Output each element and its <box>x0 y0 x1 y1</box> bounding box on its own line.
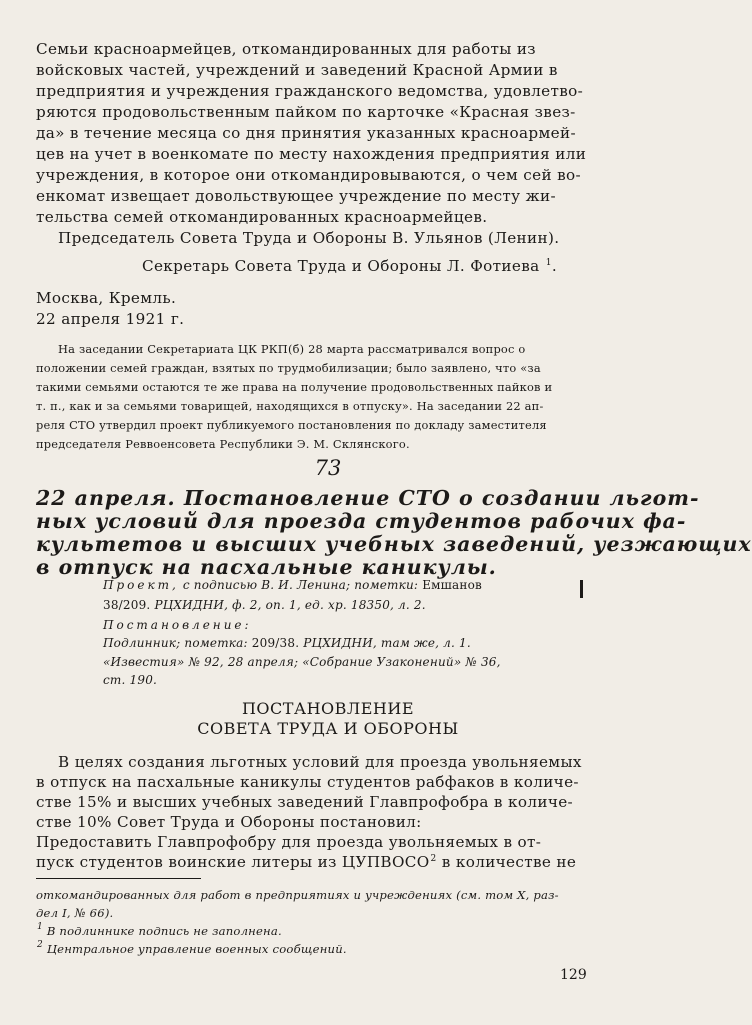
margin-mark <box>580 580 583 598</box>
page-number: 129 <box>560 967 587 983</box>
text-line: войсковых частей, учреждений и заведений Красной Армии в <box>36 61 558 79</box>
footnote-2: $^2$ Центральное управление военных сообщений. <box>37 940 347 956</box>
heading-line: 22 апреля. Постановление СТО о создании льгот- <box>36 486 700 510</box>
text-line: стве 10% Совет Труда и Обороны постановил: <box>36 813 422 831</box>
resolution-title: ПОСТАНОВЛЕНИЕ <box>241 699 415 718</box>
resolution-title: СОВЕТА ТРУДА И ОБОРОНЫ <box>197 719 459 738</box>
place: Москва, Кремль. <box>36 289 177 307</box>
text-line: такими семьями остаются те же права на получение продовольственных пайков и <box>36 380 553 394</box>
footnote-mark: 2 <box>430 854 437 864</box>
archival-line: Подлинник; пометка: 209/38. РЦХИДНИ, там же, л. 1. <box>103 636 471 650</box>
text-line: реля СТО утвердил проект публикуемого постановления по докладу заместителя <box>36 418 547 432</box>
text-line: т. п., как и за семьями товарищей, находящихся в отпуску». На заседании 22 ап- <box>36 399 544 413</box>
text-line: председателя Реввоенсовета Республики Э. М. Склянского. <box>36 437 410 451</box>
text-line: Предоставить Главпрофобру для проезда увольняемых в от- <box>36 833 542 851</box>
text-line: стве 15% и высших учебных заведений Главпрофобра в количе- <box>36 793 574 811</box>
text-line: енкомат извещает довольствующее учреждение по месту жи- <box>36 187 556 205</box>
footnote-divider <box>36 878 201 879</box>
footnote-continued: дел I, № 66). <box>36 906 114 920</box>
heading-line: культетов и высших учебных заведений, уезжающих <box>36 532 752 556</box>
archival-line: 38/209. РЦХИДНИ, ф. 2, оп. 1, ед. хр. 18350, л. 2. <box>103 598 426 612</box>
text-line: тельства семей откомандированных красноармейцев. <box>36 208 488 226</box>
text-line: в отпуск на пасхальные каникулы студентов рабфаков в количе- <box>36 773 579 791</box>
archival-line: Проект, с подписью В. И. Ленина; пометки: Емшанов <box>103 578 482 592</box>
text-line: положении семей граждан, взятых по трудмобилизации; было заявлено, что «за <box>36 361 541 375</box>
heading-line: в отпуск на пасхальные каникулы. <box>36 555 497 579</box>
archival-line: Постановление: <box>103 618 252 632</box>
text-line: цев на учет в военкомате по месту нахождения предприятия или <box>36 145 587 163</box>
text-line: В целях создания льготных условий для проезда увольняемых <box>58 753 582 771</box>
text-line: Семьи красноармейцев, откомандированных для работы из <box>36 40 536 58</box>
footnote-1: $^1$ В подлиннике подпись не заполнена. <box>37 922 282 938</box>
chairman-signature: Председатель Совета Труда и Обороны В. Ульянов (Ленин). <box>58 229 560 247</box>
archival-line: «Известия» № 92, 28 апреля; «Собрание Узаконений» № 36, <box>103 655 501 669</box>
text-line: да» в течение месяца со дня принятия указанных красноармей- <box>36 124 576 142</box>
footnote-mark: 1 <box>545 258 552 268</box>
text-line: учреждения, в которое они откомандировываются, о чем сей во- <box>36 166 581 184</box>
text-line: пуск студентов воинские литеры из ЦУПВОСО$^2$ в количестве не <box>36 853 577 871</box>
archival-line: ст. 190. <box>103 673 158 687</box>
text-line: На заседании Секретариата ЦК РКП(б) 28 марта рассматривался вопрос о <box>58 342 526 356</box>
text-line: предприятия и учреждения гражданского ведомства, удовлетво- <box>36 82 584 100</box>
secretary-signature: Секретарь Совета Труда и Обороны Л. Фотиева $^1$. <box>142 257 557 275</box>
document-number: 73 <box>314 456 342 480</box>
date: 22 апреля 1921 г. <box>36 310 185 328</box>
footnote-continued: откомандированных для работ в предприятиях и учреждениях (см. том X, раз- <box>36 888 559 902</box>
text-line: ряются продовольственным пайком по карточке «Красная звез- <box>36 103 576 121</box>
heading-line: ных условий для проезда студентов рабочих фа- <box>36 509 687 533</box>
